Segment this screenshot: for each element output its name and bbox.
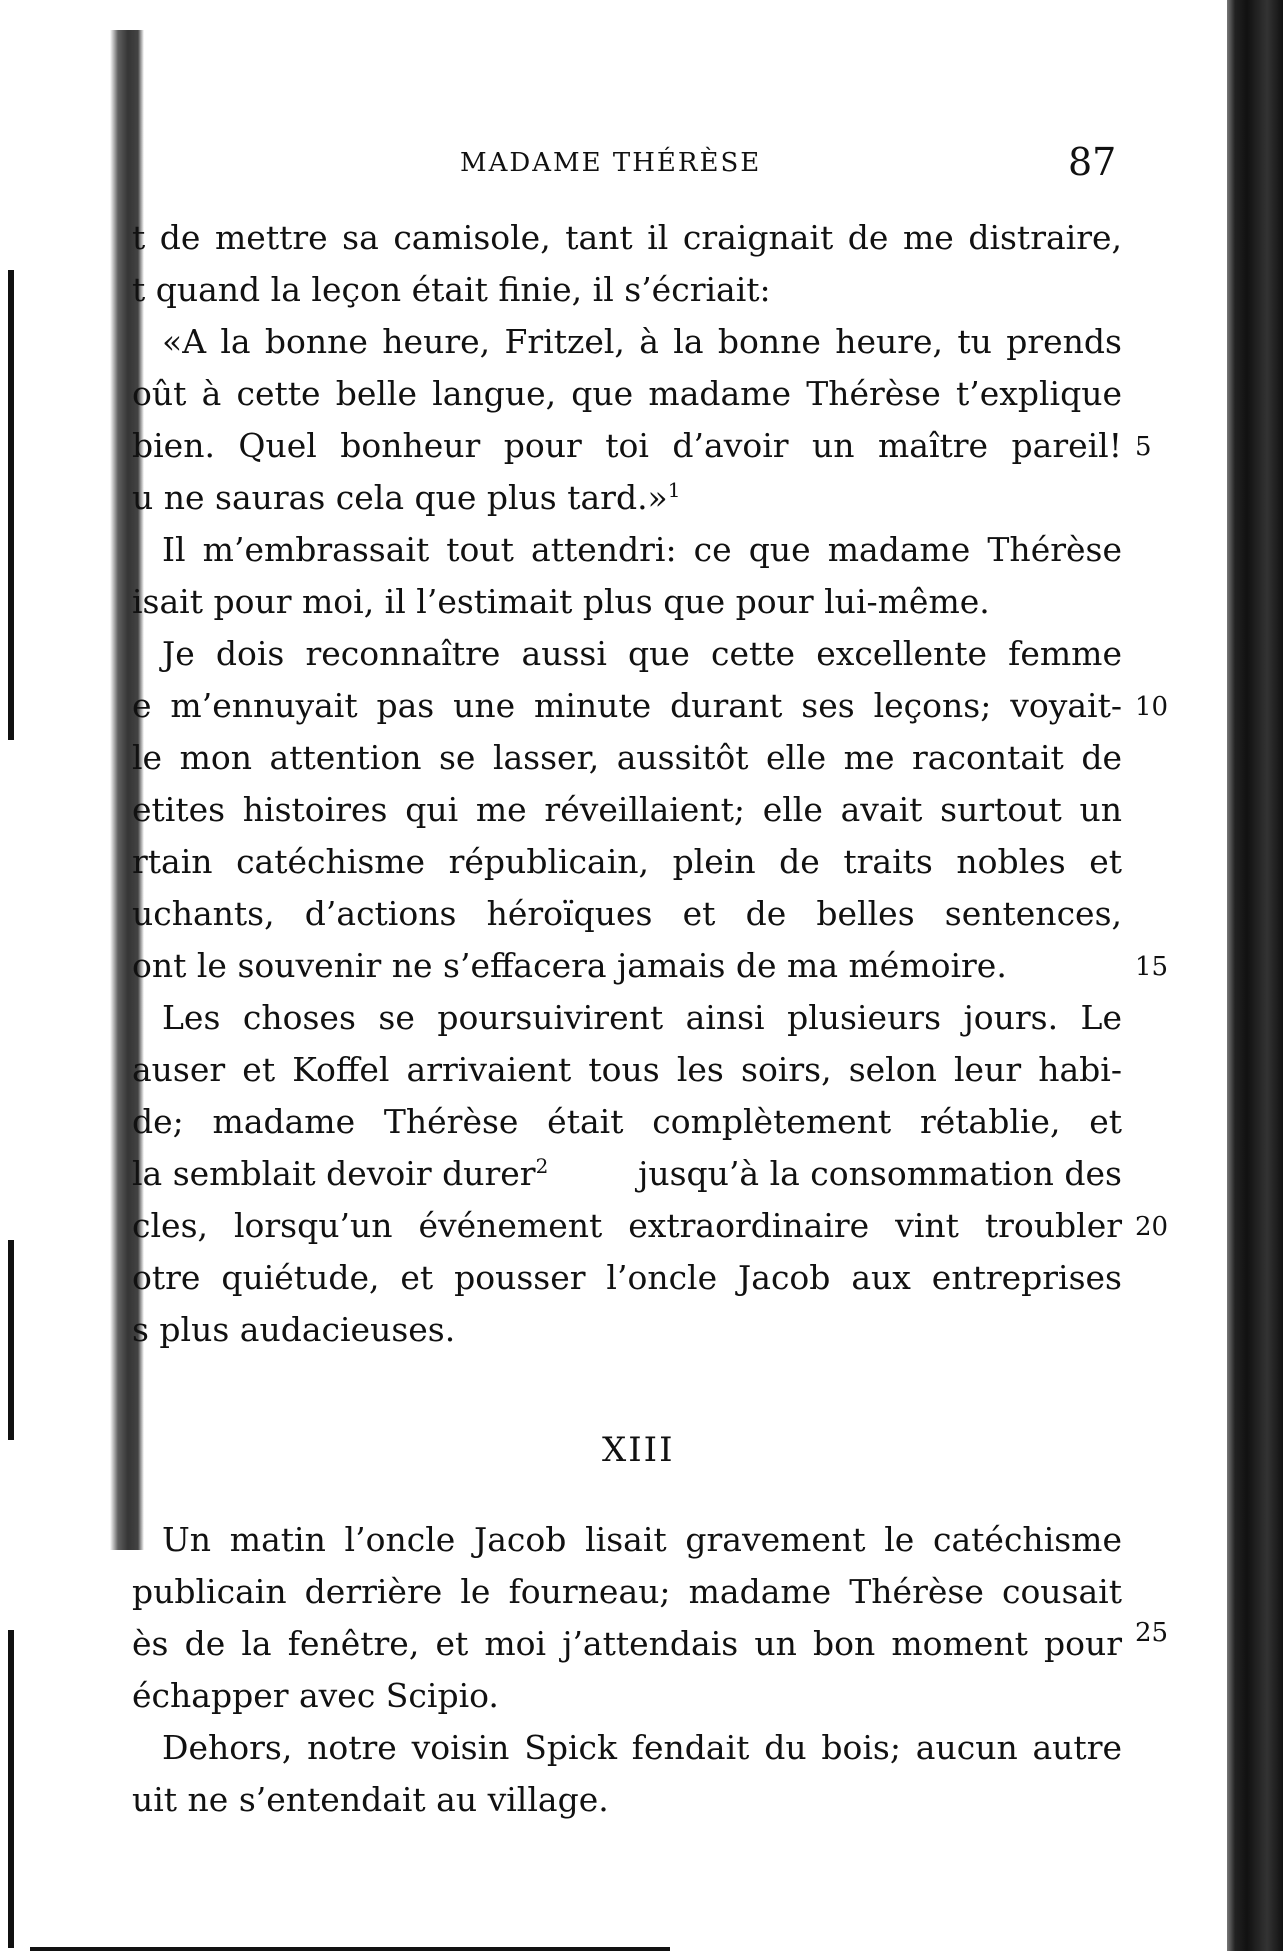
scan-margin-mark (8, 1630, 14, 1948)
text-line: «A la bonne heure, Fritzel, à la bonne heure, tu prends (162, 322, 1122, 361)
text-line: e m’ennuyait pas une minute durant ses leçons; voyait- (132, 686, 1122, 725)
chapter-heading: XIII (602, 1430, 675, 1470)
text-line: échapper avec Scipio. (132, 1676, 499, 1715)
text-line: Dehors, notre voisin Spick fendait du bois; aucun autre (162, 1728, 1122, 1767)
footnote-mark: 2 (535, 1154, 549, 1178)
text-line: s plus audacieuses. (132, 1310, 456, 1349)
scan-margin-mark (8, 270, 14, 740)
text-line: otre quiétude, et pousser l’oncle Jacob aux entreprises (132, 1258, 1122, 1297)
line-number: 15 (1135, 952, 1169, 982)
line-number: 25 (1135, 1618, 1169, 1648)
text-line: de; madame Thérèse était complètement rétablie, et (132, 1102, 1122, 1141)
text-line: Il m’embrassait tout attendri: ce que madame Thérèse (162, 530, 1122, 569)
text-line: uchants, d’actions héroïques et de belles sentences, (132, 894, 1122, 933)
text-line: Les choses se poursuivirent ainsi plusieurs jours. Le (162, 998, 1122, 1037)
text-line (132, 1148, 1122, 1200)
text-line: Un matin l’oncle Jacob lisait gravement le catéchisme (162, 1520, 1122, 1559)
text-line: cles, lorsqu’un événement extraordinaire vint troubler (132, 1206, 1122, 1245)
chapter-body-text (132, 1514, 1122, 1826)
text-line: isait pour moi, il l’estimait plus que pour lui-même. (132, 582, 990, 621)
footnote-mark: 1 (667, 478, 681, 502)
text-line: t de mettre sa camisole, tant il craignait de me distraire, (132, 218, 1122, 257)
scan-right-edge (1227, 0, 1283, 1951)
text-line: ont le souvenir ne s’effacera jamais de ma mémoire. (132, 946, 1007, 985)
scan-margin-mark (8, 1240, 14, 1440)
text-line: le mon attention se lasser, aussitôt elle me racontait de (132, 738, 1122, 777)
line-number: 20 (1135, 1212, 1169, 1242)
text-line-content: u ne sauras cela que plus tard.» (132, 478, 668, 517)
text-line: publicain derrière le fourneau; madame Thérèse cousait (132, 1572, 1122, 1611)
line-number: 5 (1135, 432, 1152, 462)
text-line: oût à cette belle langue, que madame Thérèse t’explique (132, 374, 1122, 413)
text-line-end: jusqu’à la consommation des (638, 1154, 1122, 1193)
line-number: 10 (1135, 692, 1169, 722)
body-text (132, 212, 1122, 1356)
text-line-content: la semblait devoir durer (132, 1154, 536, 1193)
text-line: rtain catéchisme républicain, plein de traits nobles et (132, 842, 1122, 881)
text-line-start (132, 1148, 548, 1200)
text-line: ès de la fenêtre, et moi j’attendais un bon moment pour (132, 1624, 1122, 1663)
text-line: t quand la leçon était finie, il s’écriait: (132, 270, 771, 309)
text-line: auser et Koffel arrivaient tous les soirs, selon leur habi- (132, 1050, 1122, 1089)
running-head: MADAME THÉRÈSE (460, 148, 762, 178)
text-line: Je dois reconnaître aussi que cette excellente femme (162, 634, 1122, 673)
text-line: uit ne s’entendait au village. (132, 1780, 609, 1819)
scan-bottom-line (30, 1947, 670, 1951)
text-line (132, 472, 1122, 524)
page-number: 87 (1068, 140, 1117, 184)
text-line: etites histoires qui me réveillaient; elle avait surtout un (132, 790, 1122, 829)
text-line: bien. Quel bonheur pour toi d’avoir un maître pareil! (132, 426, 1122, 465)
